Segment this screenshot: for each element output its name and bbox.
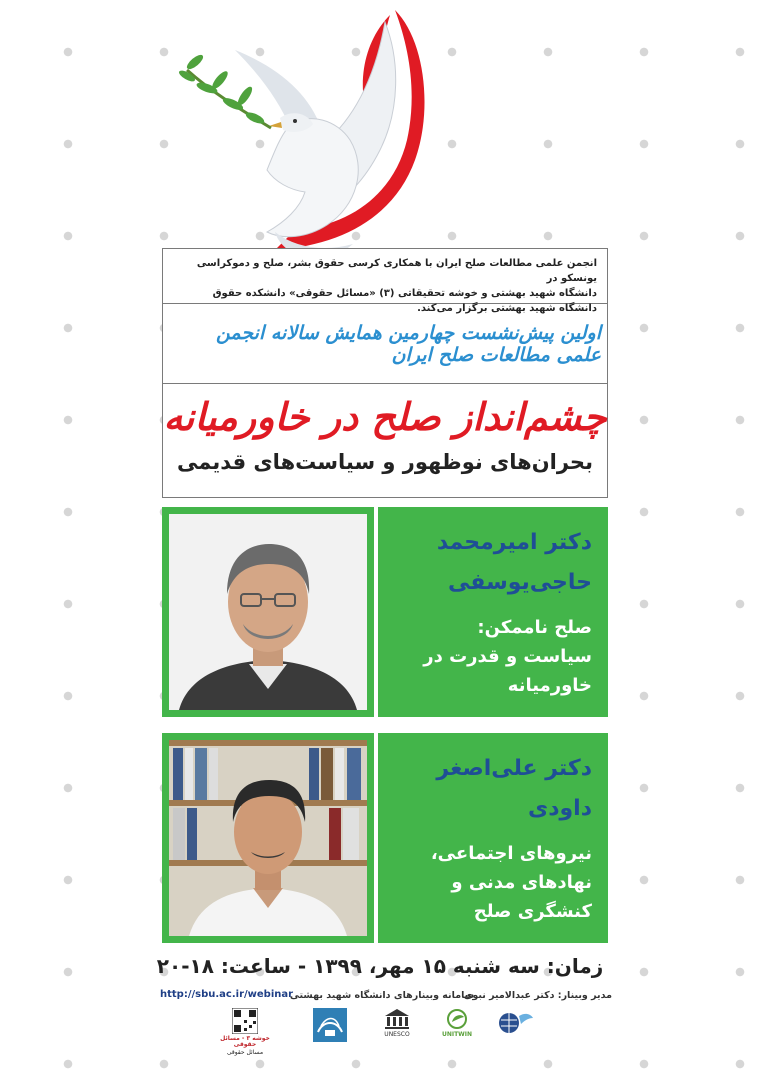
logos-strip (215, 1008, 555, 1074)
unitwin-leaf-icon (440, 1008, 474, 1030)
speaker-info-2 (378, 733, 608, 943)
speaker-name-2-line-1: دکتر علی‌اصغر (436, 756, 592, 781)
portrait-1-icon (169, 514, 367, 710)
speaker-topic-1-line-3: خاورمیانه (507, 675, 592, 696)
header-box (162, 248, 608, 498)
speaker-name-1-line-1: دکتر امیرمحمد (436, 530, 592, 555)
dove-eye (293, 119, 297, 123)
speaker-topic-1 (386, 613, 592, 700)
intro-text (163, 249, 607, 314)
moderator-text: مدیر وبینار: دکتر عبدالامیر نبوی (463, 990, 612, 1001)
unesco-caption: UNESCO (384, 1031, 410, 1038)
cluster-caption-2: مسائل حقوقی (226, 1049, 264, 1056)
portrait-2-icon (169, 740, 367, 936)
speaker-topic-2-line-2: نهادهای مدنی و (451, 872, 592, 893)
speaker-topic-2-line-3: کنشگری صلح (473, 901, 592, 922)
intro-line-2: دانشگاه شهید بهشتی و خوشه تحقیقاتی (۳) «مسائل حقوقی» دانشکده حقوق دانشگاه شهید بهشتی برگزار می‌کند. (212, 288, 597, 314)
speaker-card-2 (162, 733, 608, 943)
event-schedule: زمان: سه شنبه ۱۵ مهر، ۱۳۹۹ - ساعت: ۱۸-۲۰ (156, 954, 604, 978)
sbu-logo (313, 1008, 347, 1042)
cluster-logo (215, 1008, 275, 1056)
speaker-name-2-line-2: داودی (528, 796, 592, 821)
speaker-topic-2-line-1: نیروهای اجتماعی، (430, 843, 592, 864)
speaker-name-1-line-2: حاجی‌یوسفی (447, 570, 592, 595)
speaker-info-1 (378, 507, 608, 717)
speaker-topic-1-line-1: صلح ناممکن: (477, 617, 592, 638)
main-title-block (163, 384, 607, 497)
peace-society-logo (495, 1008, 535, 1038)
series-title: اولین پیش‌نشست چهارمین همایش سالانه انجمن علمی مطالعات صلح ایران (163, 304, 607, 384)
speaker-photo-frame-2 (162, 733, 374, 943)
unesco-logo (367, 1008, 427, 1038)
speaker-topic-1-line-2: سیاست و قدرت در (423, 646, 592, 667)
qr-code-icon (232, 1008, 258, 1034)
webinar-url-link[interactable]: http://sbu.ac.ir/webinar (160, 989, 294, 1000)
footer-line (160, 988, 612, 1004)
globe-dove-icon (495, 1008, 535, 1038)
speaker-card-1 (162, 507, 608, 717)
speaker-photo-1 (169, 514, 367, 710)
unitwin-caption: UNITWIN (441, 1031, 473, 1038)
platform-text: سامانه وبینارهای دانشگاه شهید بهشتی (289, 990, 474, 1001)
unitwin-logo (427, 1008, 487, 1038)
speaker-topic-2 (386, 839, 592, 926)
speaker-photo-2 (169, 740, 367, 936)
main-title: چشم‌انداز صلح در خاورمیانه (163, 394, 607, 439)
speaker-photo-frame-1 (162, 507, 374, 717)
cluster-caption-1: خوشه ۳ - مسائل حقوقی (220, 1035, 270, 1048)
dove-illustration (95, 0, 515, 262)
subtitle: بحران‌های نوظهور و سیاست‌های قدیمی (177, 450, 593, 474)
university-seal-icon (313, 1008, 347, 1042)
intro-line-1: انجمن علمی مطالعات صلح ایران با همکاری کرسی حقوق بشر، صلح و دموکراسی یونسکو در (196, 258, 597, 284)
unesco-temple-icon (383, 1008, 411, 1030)
